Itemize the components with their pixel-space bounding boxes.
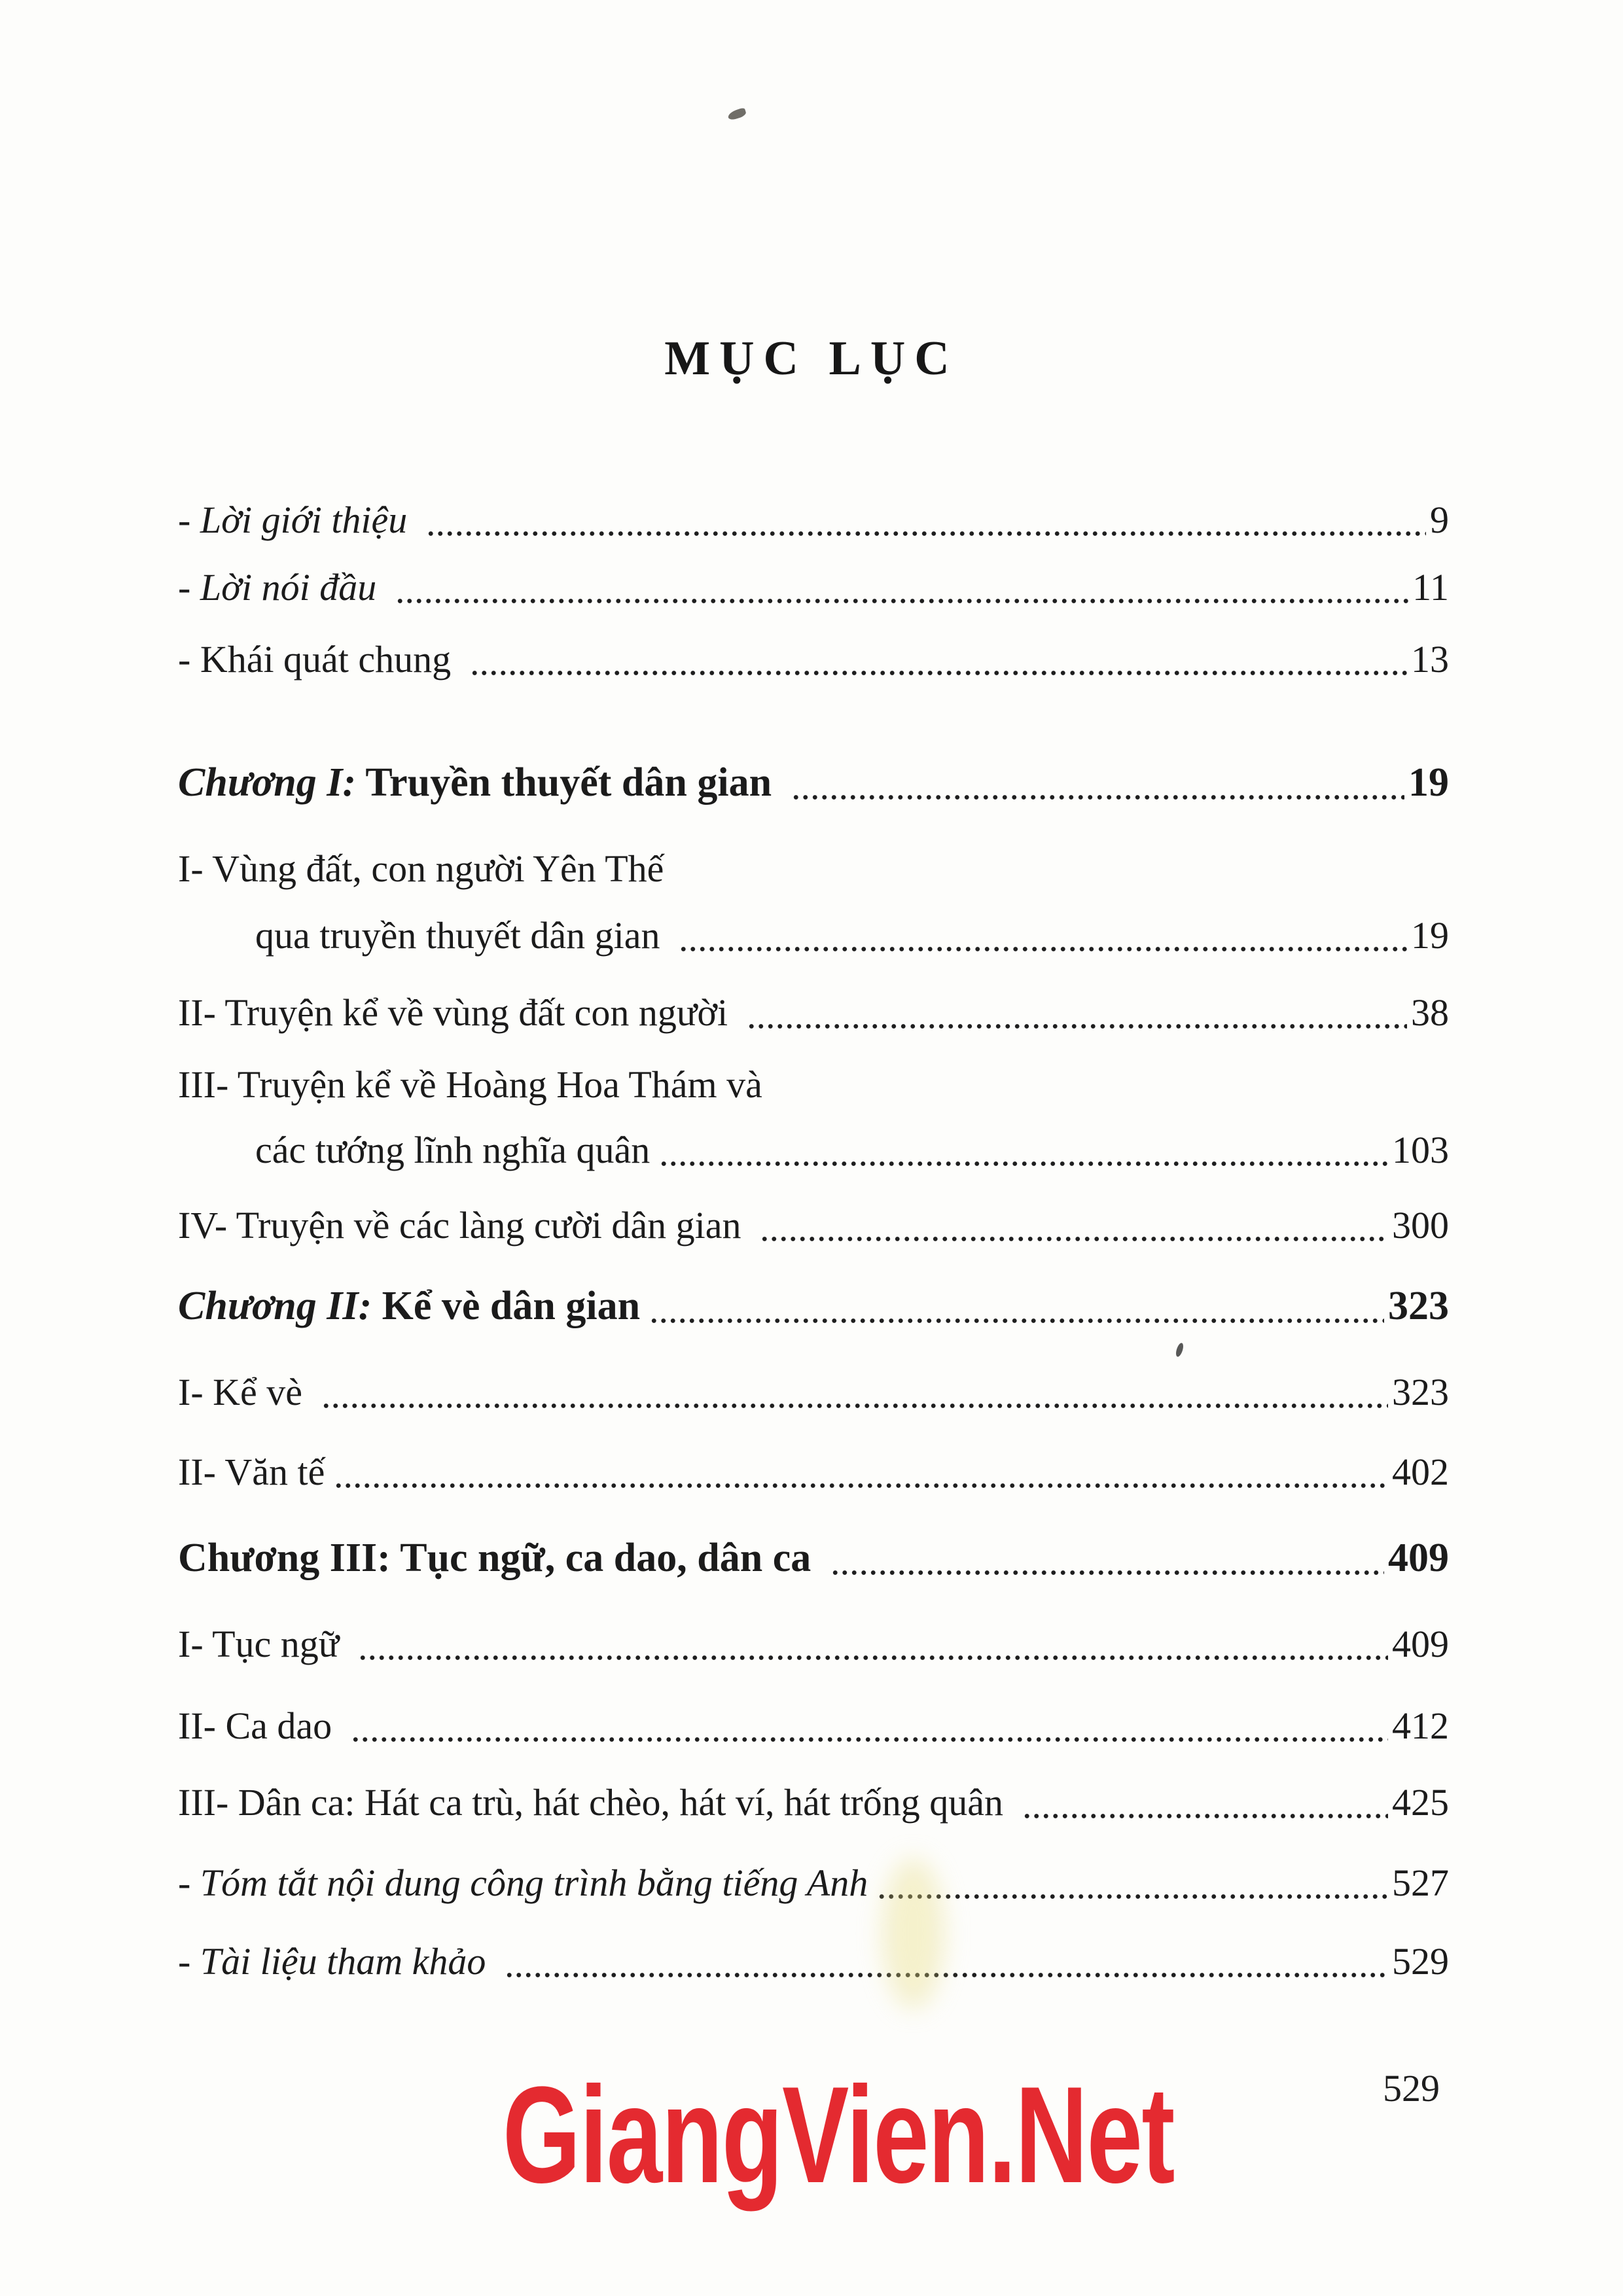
toc-entry-page: 11 xyxy=(1412,566,1449,609)
dot-leader xyxy=(659,1121,1388,1176)
dot-leader xyxy=(760,1196,1388,1251)
toc-entry-page: 9 xyxy=(1430,499,1449,541)
toc-entry-label: II- Văn tế xyxy=(178,1451,325,1493)
toc-entry-label: Chương III: Tục ngữ, ca dao, dân ca xyxy=(178,1536,821,1580)
toc-entry-page: 529 xyxy=(1392,1940,1449,1983)
dot-leader xyxy=(334,1443,1388,1498)
chapter-prefix: Chương III: xyxy=(178,1536,391,1580)
dot-leader xyxy=(679,906,1407,961)
toc-entry-page: 402 xyxy=(1392,1451,1449,1493)
toc-entry-label: I- Kể vè xyxy=(178,1371,312,1413)
toc-entry-label: - Tài liệu tham khảo xyxy=(178,1940,495,1983)
toc-entry-label: qua truyền thuyết dân gian xyxy=(255,914,669,957)
toc-entry xyxy=(178,839,1449,894)
toc-entry xyxy=(178,491,1449,546)
toc-entry-page: 323 xyxy=(1392,1371,1449,1413)
toc-entry-label: - Lời giới thiệu xyxy=(178,499,417,541)
toc-entry xyxy=(255,1121,1449,1176)
toc-entry xyxy=(178,1443,1449,1498)
toc-entry xyxy=(178,630,1449,685)
toc-entry xyxy=(178,1363,1449,1418)
toc-entry-label: Chương II: Kể vè dân gian xyxy=(178,1284,641,1328)
toc-entry-page: 300 xyxy=(1392,1204,1449,1246)
chapter-prefix: Chương II: xyxy=(178,1284,372,1328)
toc-entry-label: - Khái quát chung xyxy=(178,638,461,680)
toc-entry xyxy=(178,1773,1449,1828)
toc-entry-page: 323 xyxy=(1388,1284,1449,1328)
toc-entry-page: 103 xyxy=(1392,1129,1449,1171)
page-number: 529 xyxy=(1383,2067,1440,2110)
toc-entry-page: 38 xyxy=(1411,991,1449,1034)
toc-entry xyxy=(178,558,1449,613)
toc-entry xyxy=(178,1278,1449,1333)
dot-leader xyxy=(747,983,1407,1038)
dot-leader xyxy=(358,1615,1388,1670)
toc-entry xyxy=(178,983,1449,1038)
dot-leader xyxy=(877,1854,1388,1909)
toc-entry-page: 19 xyxy=(1408,760,1449,805)
toc-entry xyxy=(178,1854,1449,1909)
toc-entry xyxy=(178,1697,1449,1752)
dot-leader xyxy=(505,1932,1388,1987)
toc-entry-label: II- Truyện kể về vùng đất con người xyxy=(178,991,738,1034)
page-title: MỤC LỤC xyxy=(664,332,959,385)
toc-entry-page: 409 xyxy=(1392,1623,1449,1665)
toc-entry-page: 527 xyxy=(1392,1862,1449,1904)
dot-leader xyxy=(1022,1773,1389,1828)
toc-entry-label: - Lời nói đầu xyxy=(178,566,386,609)
toc-entry xyxy=(178,1196,1449,1251)
dot-leader xyxy=(791,754,1404,809)
dot-leader xyxy=(830,1530,1384,1585)
toc-entry-label: I- Vùng đất, con người Yên Thế xyxy=(178,847,664,890)
toc-entry xyxy=(255,906,1449,961)
toc-entry xyxy=(178,1055,1449,1110)
toc-entry-page: 19 xyxy=(1411,914,1449,957)
toc-entry xyxy=(178,1932,1449,1987)
watermark: GiangVien.Net xyxy=(503,2058,1174,2212)
toc-entry-page: 13 xyxy=(1411,638,1449,680)
toc-entry-label: - Tóm tắt nội dung công trình bằng tiếng Anh xyxy=(178,1862,868,1904)
toc-entry-label: IV- Truyện về các làng cười dân gian xyxy=(178,1204,751,1246)
toc-entry-label: I- Tục ngữ xyxy=(178,1623,349,1665)
dot-leader xyxy=(351,1697,1388,1752)
toc-entry-label: III- Dân ca: Hát ca trù, hát chèo, hát ví, hát trống quân xyxy=(178,1781,1013,1824)
dot-leader xyxy=(649,1278,1384,1333)
dot-leader xyxy=(395,558,1408,613)
chapter-prefix: Chương I: xyxy=(178,760,357,805)
toc-entry xyxy=(178,754,1449,809)
dot-leader xyxy=(470,630,1407,685)
toc-entry-label: II- Ca dao xyxy=(178,1704,342,1747)
toc-entry-page: 425 xyxy=(1392,1781,1449,1824)
toc-entry-page: 409 xyxy=(1388,1536,1449,1580)
toc-entry xyxy=(178,1615,1449,1670)
toc-entry xyxy=(178,1530,1449,1585)
dot-leader xyxy=(426,491,1426,546)
toc-entry-label: các tướng lĩnh nghĩa quân xyxy=(255,1129,651,1171)
dot-leader xyxy=(321,1363,1388,1418)
paper-smudge xyxy=(882,1858,944,2009)
toc-entry-label: III- Truyện kể về Hoàng Hoa Thám và xyxy=(178,1063,762,1106)
toc-entry-page: 412 xyxy=(1392,1704,1449,1747)
toc-entry-label: Chương I: Truyền thuyết dân gian xyxy=(178,760,782,805)
